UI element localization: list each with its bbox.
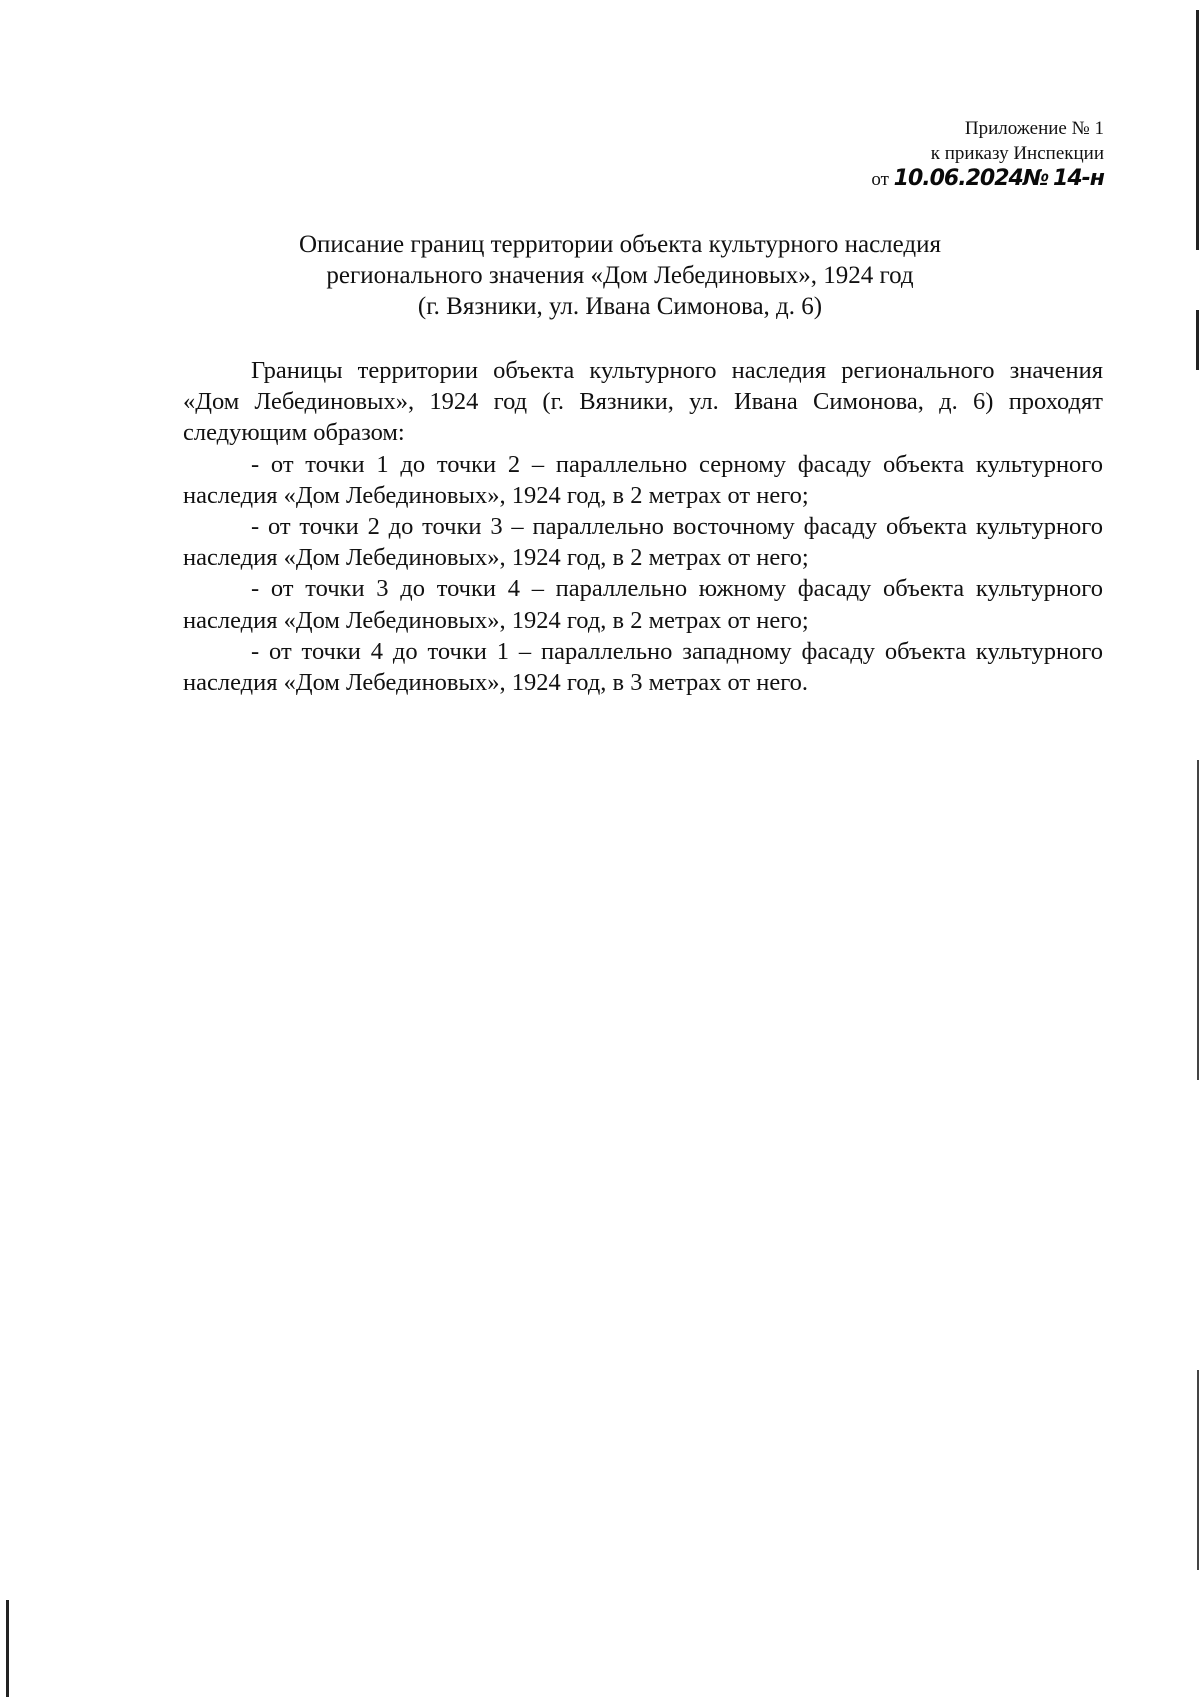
annex-number-prefix: № — [1022, 166, 1049, 191]
scan-edge-mark — [1196, 310, 1199, 370]
annex-order-reference: к приказу Инспекции — [930, 143, 1104, 164]
title-line-2: регионального значения «Дом Лебединовых», 1924 год — [326, 262, 914, 289]
handwritten-date: 10.06.2024 — [893, 166, 1023, 191]
boundary-item: - от точки 1 до точки 2 – параллельно серному фасаду объекта культурного наследия «Дом Лебединовых», 1924 год, в 2 метрах от него; — [183, 450, 1103, 509]
scan-edge-mark — [1197, 1370, 1199, 1570]
boundary-item: - от точки 2 до точки 3 – параллельно восточному фасаду объекта культурного наследия «Дом Лебединовых», 1924 год, в 2 метрах от него; — [183, 513, 1103, 572]
title-line-3: (г. Вязники, ул. Ивана Симонова, д. 6) — [417, 293, 823, 320]
annex-date-prefix: от — [871, 169, 889, 190]
scan-edge-mark — [6, 1600, 9, 1697]
boundary-item: - от точки 4 до точки 1 – параллельно западному фасаду объекта культурного наследия «Дом Лебединовых», 1924 год, в 3 метрах от него. — [183, 637, 1103, 697]
boundary-item: - от точки 3 до точки 4 – параллельно южному фасаду объекта культурного наследия «Дом Лебединовых», 1924 год, в 2 метрах от него; — [183, 575, 1103, 634]
document-title — [120, 229, 1120, 322]
annex-title: Приложение № 1 — [964, 118, 1104, 139]
handwritten-number: 14-н — [1053, 166, 1104, 191]
annex-date-row — [871, 166, 1104, 192]
intro-paragraph: Границы территории объекта культурного наследия регионального значения «Дом Лебединовых», 1924 год (г. Вязники, ул. Ивана Симонова, д. 6) проходят следующим образом: — [183, 357, 1103, 447]
scan-edge-mark — [1197, 760, 1199, 1080]
title-line-1: Описание границ территории объекта культурного наследия — [298, 231, 942, 258]
document-body — [183, 355, 1103, 698]
annex-header — [871, 116, 1104, 192]
scan-edge-mark — [1196, 10, 1199, 250]
